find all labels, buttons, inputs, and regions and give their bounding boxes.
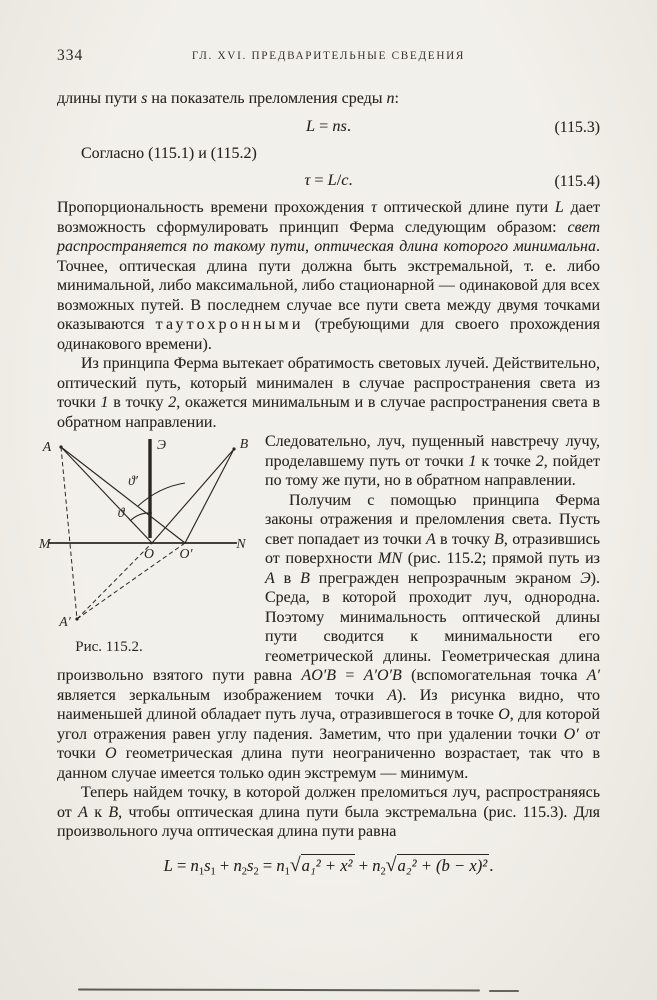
equation-number-115-3: (115.3) bbox=[554, 118, 600, 136]
label-M: M bbox=[39, 536, 51, 551]
paragraph-soglasno: Согласно (115.1) и (115.2) bbox=[81, 144, 257, 162]
light-rays bbox=[61, 447, 234, 543]
label-screen-E: Э bbox=[157, 437, 167, 452]
figure-points bbox=[59, 445, 235, 620]
page-header bbox=[57, 47, 600, 65]
figure-caption: Рис. 115.2. bbox=[75, 639, 143, 655]
page-number: 334 bbox=[57, 47, 84, 64]
angle-arc-theta-prime bbox=[138, 483, 185, 506]
scan-artifact bbox=[78, 988, 480, 991]
equation-115-4 bbox=[57, 169, 600, 190]
label-theta: ϑ bbox=[117, 505, 125, 520]
formula-115-3: L = ns. bbox=[306, 115, 351, 135]
figure-labels bbox=[38, 436, 249, 629]
paragraph-reversibility: Из принципа Ферма вытекает обратимость световых лучей. Действительно, оптический путь, который минимален в случае распространения света из точки 1 в точку 2, окажется минимальным и в случае распространения света в обратном направлении. bbox=[57, 355, 601, 431]
paragraph-intro: длины пути s на показатель преломления среды n: bbox=[57, 90, 399, 107]
paragraph-refraction-setup: Теперь найдем точку, в которой должен преломиться луч, распространяясь от A к B, чтобы оптическая длина пути была экстремальна (рис. 115.3). Для произвольного луча оптическая длина пути равна bbox=[57, 784, 600, 840]
label-O: O bbox=[144, 546, 154, 561]
construction-dashed-lines bbox=[61, 447, 185, 619]
paragraph-reflection-law: Получим с помощью принципа Ферма законы отражения и преломления света. Пусть свет попадает из точки A в точку B, отразившись от поверхности MN (рис. 115.2; прямой путь из A в B прегражден непрозрачным экраном Э). Среда, в которой проходит луч, однородна. Поэтому минимальность оптической длины пути сводится к минимальности его геометрической длины. Геометрическая длина произвольно взятого пути равна AO′B = A′O′B (вспомогательная точка A′ является зеркальным изображением точки A). Из рисунка видно, что наименьшей длиной обладает путь луча, отразившегося в точке O, для которой угол отражения равен углу падения. Заметим, что при удалении точки O′ от точки O геометрическая длина пути неограниченно возрастает, так что в данном случае имеется только один экстремум — минимум. bbox=[57, 491, 601, 782]
label-A: A bbox=[42, 439, 52, 454]
paragraph-fermat-principle: Пропорциональность времени прохождения τ оптической длине пути L дает возможность сформулировать принцип Ферма следующим образом: свет распространяется по такому пути, оптическая длина которого минимальна. Точнее, оптическая длина пути должна быть экстремальной, т. е. либо минимальной, либо максимальной, либо стационарной — одинаковой для всех возможных путей. В последнем случае все пути света между двумя точками оказываются таутохронными (требующими для своего прохождения одинакового времени). bbox=[57, 199, 600, 353]
equation-number-115-4: (115.4) bbox=[554, 173, 600, 190]
equation-optical-length bbox=[57, 855, 600, 883]
formula-optical-length: $L = n_1s_1 + n_2s_2 = n_1√a_1^2 + x^2 + n_2√a_2^2 + (b - x)^2$ . bbox=[163, 854, 494, 877]
figure-optics-diagram bbox=[37, 435, 253, 633]
label-B: B bbox=[239, 436, 249, 451]
running-head: ГЛ. XVI. ПРЕДВАРИТЕЛЬНЫЕ СВЕДЕНИЯ bbox=[191, 50, 466, 62]
label-A-prime: A′ bbox=[59, 614, 71, 629]
label-N: N bbox=[236, 536, 246, 551]
figure-block bbox=[37, 435, 253, 656]
label-O-prime: O′ bbox=[179, 546, 193, 561]
paragraph-reversibility-cont: Следовательно, луч, пущенный навстречу лучу, проделавшему путь от точки 1 к точке 2, пойдет по тому же пути, но в обратном направлении. bbox=[265, 433, 600, 489]
main-text bbox=[39, 89, 601, 882]
scan-artifact bbox=[489, 990, 519, 992]
equation-115-3 bbox=[57, 115, 600, 136]
formula-115-4: τ = L/c. bbox=[304, 170, 353, 189]
label-theta-prime: ϑ′ bbox=[128, 473, 138, 488]
